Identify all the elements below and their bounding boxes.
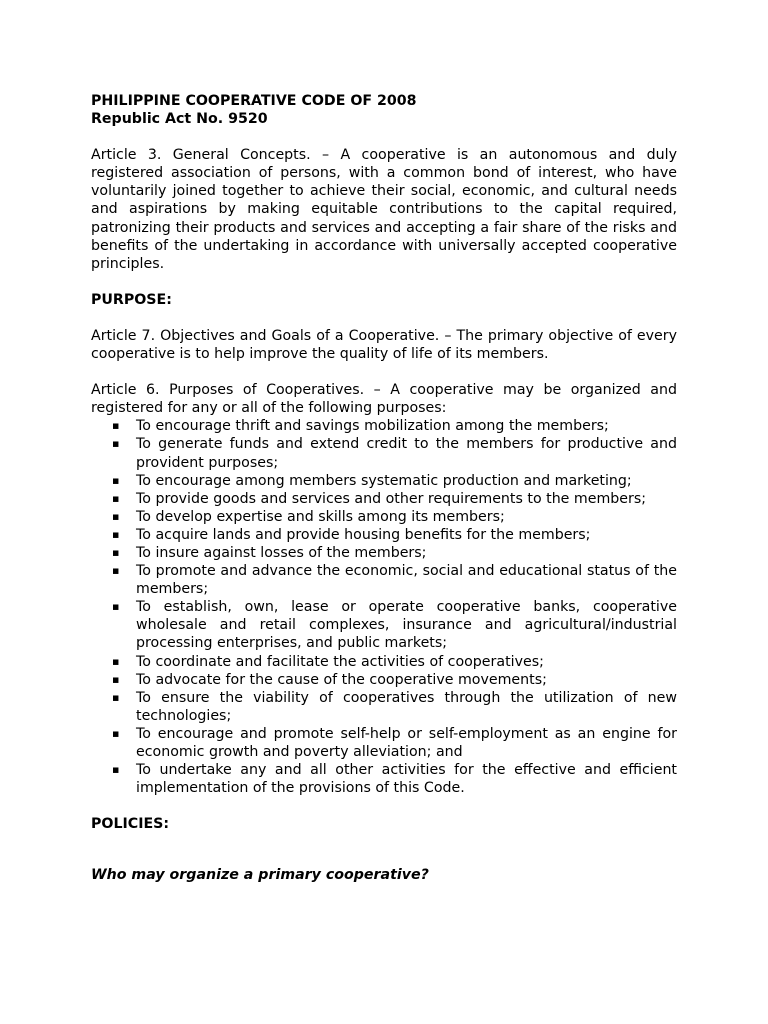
bullet-icon: ▪ bbox=[112, 419, 120, 433]
list-item-text: To undertake any and all other activities for the effective and efficient implementation of the provisions of this Code. bbox=[136, 762, 677, 797]
article-7-paragraph: Article 7. Objectives and Goals of a Cooperative. – The primary objective of every cooperative is to help improve the quality of life of its members. bbox=[91, 327, 677, 363]
bullet-icon: ▪ bbox=[112, 437, 120, 451]
list-item-text: To promote and advance the economic, social and educational status of the members; bbox=[136, 563, 677, 598]
spacer bbox=[91, 128, 677, 146]
list-item-text: To encourage and promote self-help or self-employment as an engine for economic growth and poverty alleviation; and bbox=[136, 725, 677, 760]
bullet-icon: ▪ bbox=[112, 690, 120, 704]
bullet-icon: ▪ bbox=[112, 672, 120, 686]
bullet-icon: ▪ bbox=[112, 600, 120, 614]
document-page bbox=[91, 92, 677, 898]
list-item bbox=[91, 508, 677, 526]
spacer bbox=[91, 833, 677, 851]
bullet-icon: ▪ bbox=[112, 726, 120, 740]
bullet-icon: ▪ bbox=[112, 763, 120, 777]
bullet-icon: ▪ bbox=[112, 473, 120, 487]
bullet-icon: ▪ bbox=[112, 654, 120, 668]
purposes-list bbox=[91, 417, 677, 797]
list-item bbox=[91, 417, 677, 435]
list-item bbox=[91, 598, 677, 652]
list-item bbox=[91, 562, 677, 598]
purpose-heading: PURPOSE: bbox=[91, 291, 172, 308]
list-item bbox=[91, 671, 677, 689]
spacer bbox=[91, 797, 677, 815]
list-item-text: To encourage among members systematic production and marketing; bbox=[136, 472, 632, 489]
list-item-text: To develop expertise and skills among its members; bbox=[136, 508, 505, 525]
list-item bbox=[91, 725, 677, 761]
list-item bbox=[91, 490, 677, 508]
spacer bbox=[91, 363, 677, 381]
list-item bbox=[91, 689, 677, 725]
list-item-text: To generate funds and extend credit to the members for productive and provident purposes; bbox=[136, 436, 677, 471]
list-item-text: To ensure the viability of cooperatives through the utilization of new technologies; bbox=[136, 689, 677, 724]
bullet-icon: ▪ bbox=[112, 545, 120, 559]
list-item-text: To establish, own, lease or operate cooperative banks, cooperative wholesale and retail complexes, insurance and agricultural/industrial processing enterprises, and public markets; bbox=[136, 599, 677, 652]
article-3-paragraph: Article 3. General Concepts. – A cooperative is an autonomous and duly registered association of persons, with a common bond of interest, who have voluntarily joined together to achieve their social, economic, and cultural needs and aspirations by making equitable contributions to the capital required, patronizing their products and services and accepting a fair share of the risks and benefits of the undertaking in accordance with universally accepted cooperative principles. bbox=[91, 147, 677, 272]
policies-heading: POLICIES: bbox=[91, 816, 170, 833]
spacer bbox=[91, 273, 677, 291]
bullet-icon: ▪ bbox=[112, 509, 120, 523]
list-item bbox=[91, 526, 677, 544]
question-heading: Who may organize a primary cooperative? bbox=[91, 866, 429, 883]
list-item-text: To encourage thrift and savings mobilization among the members; bbox=[136, 418, 609, 435]
list-item-text: To insure against losses of the members; bbox=[136, 544, 427, 561]
document-title: PHILIPPINE COOPERATIVE CODE OF 2008 bbox=[91, 93, 417, 109]
list-item-text: To provide goods and services and other requirements to the members; bbox=[136, 490, 647, 507]
list-item bbox=[91, 544, 677, 562]
list-item-text: To coordinate and facilitate the activities of cooperatives; bbox=[136, 653, 544, 670]
bullet-icon: ▪ bbox=[112, 491, 120, 505]
document-subtitle: Republic Act No. 9520 bbox=[91, 111, 268, 128]
list-item-text: To acquire lands and provide housing benefits for the members; bbox=[136, 526, 591, 543]
list-item bbox=[91, 435, 677, 471]
list-item bbox=[91, 653, 677, 671]
list-item-text: To advocate for the cause of the cooperative movements; bbox=[136, 671, 547, 688]
list-item bbox=[91, 472, 677, 490]
spacer bbox=[91, 309, 677, 327]
bullet-icon: ▪ bbox=[112, 564, 120, 578]
article-6-paragraph: Article 6. Purposes of Cooperatives. – A cooperative may be organized and registered for any or all of the following purposes: bbox=[91, 382, 677, 417]
bullet-icon: ▪ bbox=[112, 527, 120, 541]
list-item bbox=[91, 761, 677, 797]
